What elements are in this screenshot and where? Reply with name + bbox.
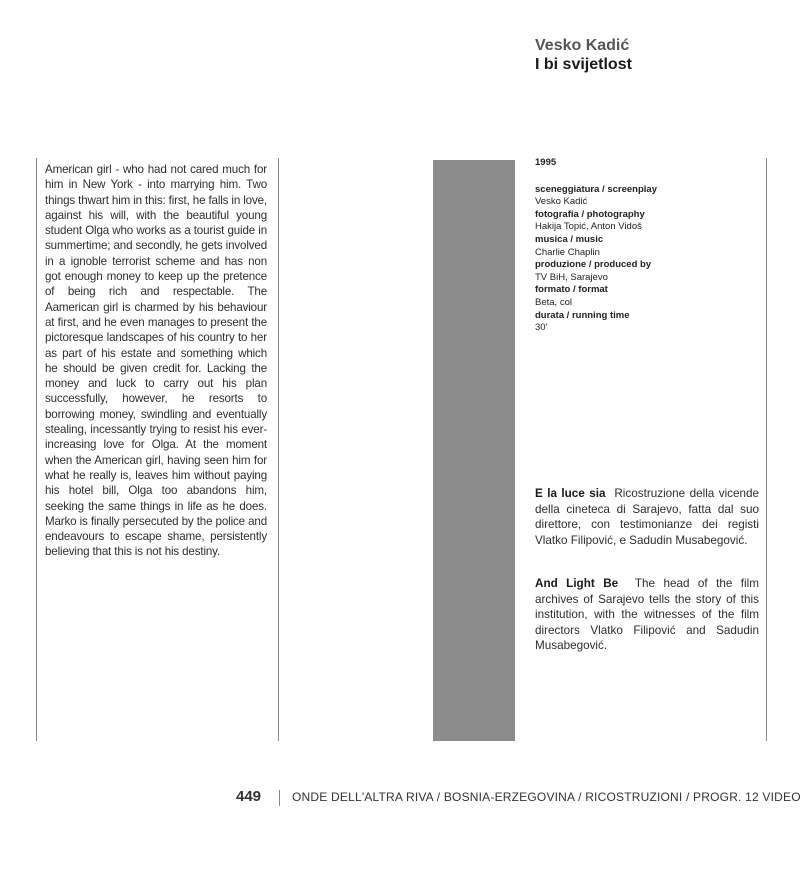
director-name: Vesko Kadić <box>535 37 630 54</box>
synopsis-italian-text: Ricostruzione della vicende della cineteca di Sarajevo, fatta dal suo direttore, con testimonianze dei registi Vlatko Filipović, e Sadudin Musabegović. <box>535 487 760 547</box>
credit-photography <box>535 209 765 234</box>
credit-value: Vesko Kadić <box>535 196 588 208</box>
synopsis-english-text: The head of the film archives of Sarajevo tells the story of this institution, with the witnesses of the film directors Vlatko Filipović and Sadudin Musabegović. <box>535 577 759 652</box>
film-header <box>535 36 632 74</box>
gray-band <box>433 160 515 741</box>
left-column-border-left <box>36 158 37 741</box>
credit-label: sceneggiatura / screenplay <box>535 183 657 195</box>
credit-value: Charlie Chaplin <box>535 246 600 258</box>
credit-value: Beta, col <box>535 296 572 308</box>
page-footer <box>0 788 810 808</box>
synopsis-italian-title: E la luce sia <box>535 487 606 500</box>
synopsis-english-title: And Light Be <box>535 577 619 590</box>
synopsis-italian <box>535 486 759 548</box>
credit-format <box>535 284 765 309</box>
credit-screenplay <box>535 184 765 209</box>
left-column-border-right <box>278 158 279 741</box>
credit-label: musica / music <box>535 233 604 245</box>
credit-label: durata / running time <box>535 309 630 321</box>
page-number: 449 <box>236 788 262 805</box>
film-year: 1995 <box>535 157 557 168</box>
credit-value: 30' <box>535 322 548 334</box>
credit-label: produzione / produced by <box>535 259 652 271</box>
running-title: ONDE DELL'ALTRA RIVA / BOSNIA-ERZEGOVINA / RICOSTRUZIONI / PROGR. 12 VIDEO <box>292 790 801 804</box>
credit-music <box>535 234 765 259</box>
credit-label: fotografia / photography <box>535 208 645 220</box>
right-column-border <box>766 158 767 741</box>
credit-value: Hakija Topić, Anton Vidoš <box>535 221 642 233</box>
synopsis-english <box>535 576 759 654</box>
credits-block <box>535 157 765 335</box>
credit-production <box>535 259 765 284</box>
credit-running-time <box>535 310 765 335</box>
film-title: I bi svijetlost <box>535 56 632 73</box>
footer-divider <box>279 790 280 806</box>
synopsis-continued: American girl - who had not cared much for him in New York - into marrying him. Two things thwart him in this: first, he falls in love, against his will, with the beautiful young student Olga who works as a tourist guide in summertime; and secondly, he gets involved in a ignoble terrorist scheme and has non got enough money to keep up the pretence of being rich and respectable. The Aamerican girl is charmed by his behaviour at first, and he even manages to present the pictoresque landscapes of his country to her as part of his estate and something which he should be given credit for. Lacking the money and luck to carry out his plan successfully, however, he resorts to borrowing money, swindling and eventually stealing, incessantly trying to resist his ever-increasing love for Olga. At the moment when the American girl, having seen him for what he really is, leaves him without paying his hotel bill, Olga too abandons him, seeking the same things in life as he does. Marko is finally persecuted by the police and endeavours to escape shame, persistently believing that this is not his destiny. <box>45 163 267 559</box>
credit-value: TV BiH, Sarajevo <box>535 271 608 283</box>
credit-label: formato / format <box>535 284 608 296</box>
